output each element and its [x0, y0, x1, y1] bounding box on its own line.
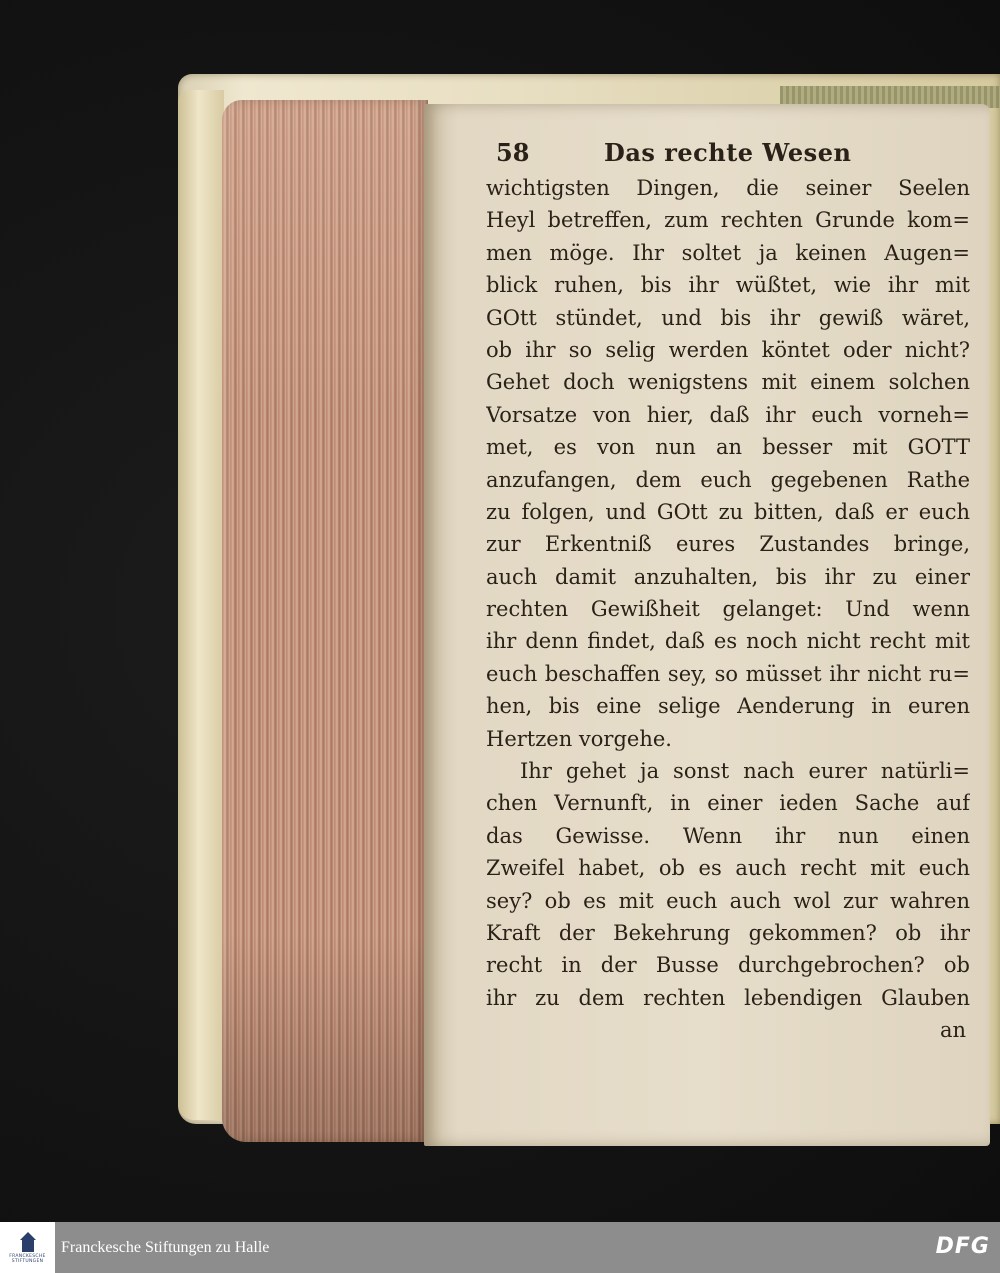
francke-logo[interactable]	[0, 1222, 55, 1273]
text-line: Heyl betreffen, zum rechten Grunde kom=	[486, 208, 970, 233]
text-line: rechten Gewißheit gelanget: Und wenn	[486, 597, 970, 622]
running-head	[486, 138, 970, 172]
text-line: men möge. Ihr soltet ja keinen Augen=	[486, 240, 970, 265]
building-icon	[17, 1232, 39, 1254]
text-line: chen Vernunft, in einer ieden Sache auf	[486, 791, 970, 816]
text-line: met, es von nun an besser mit GOTT	[486, 435, 970, 460]
text-line: das Gewisse. Wenn ihr nun einen	[486, 823, 970, 848]
cover-spine	[178, 90, 224, 1120]
page-number: 58	[496, 138, 530, 167]
text-line: sey? ob es mit euch auch wol zur wahren	[486, 888, 970, 913]
catchword: an	[939, 1018, 966, 1043]
text-line: ob ihr so selig werden köntet oder nicht?	[486, 337, 970, 362]
text-line: wichtigsten Dingen, die seiner Seelen	[486, 176, 970, 200]
institution-label: Franckesche Stiftungen zu Halle	[61, 1238, 270, 1256]
logo-text-line2: STIFTUNGEN	[11, 1258, 44, 1264]
text-line: Vorsatze von hier, daß ihr euch vorneh=	[486, 402, 970, 427]
dfg-logo[interactable]: DFG	[935, 1234, 990, 1259]
text-line: blick ruhen, bis ihr wüßtet, wie ihr mit	[486, 273, 970, 298]
text-line: ihr zu dem rechten lebendigen Glauben	[486, 985, 970, 1010]
running-head-title: Das rechte Wesen	[604, 138, 852, 167]
text-line: zu folgen, und GOtt zu bitten, daß er euch	[486, 499, 970, 524]
text-line: auch damit anzuhalten, bis ihr zu einer	[486, 564, 970, 589]
logo-text-line1: FRANCKESCHE	[9, 1253, 46, 1259]
text-line: hen, bis eine selige Aenderung in euren	[486, 694, 970, 719]
text-line: zur Erkentniß eures Zustandes bringe,	[486, 532, 970, 557]
text-line: Hertzen vorgehe.	[486, 726, 672, 751]
text-line: euch beschaffen sey, so müsset ihr nicht ru=	[486, 661, 970, 686]
page-body	[486, 172, 970, 1046]
text-line: anzufangen, dem euch gegebenen Rathe	[486, 467, 970, 492]
text-line: Kraft der Bekehrung gekommen? ob ihr	[486, 920, 970, 945]
text-line: recht in der Busse durchgebrochen? ob	[486, 953, 970, 978]
footer-bar	[0, 1222, 1000, 1273]
text-line: Zweifel habet, ob es auch recht mit euch	[486, 856, 970, 881]
text-line: Gehet doch wenigstens mit einem solchen	[486, 370, 970, 395]
text-line: Ihr gehet ja sonst nach eurer natürli=	[520, 759, 970, 784]
page-edges-shade	[222, 100, 428, 1142]
text-line: ihr denn findet, daß es noch nicht recht mit	[486, 629, 970, 654]
page-text	[486, 138, 970, 1046]
text-line: GOtt stündet, und bis ihr gewiß wäret,	[486, 305, 970, 330]
